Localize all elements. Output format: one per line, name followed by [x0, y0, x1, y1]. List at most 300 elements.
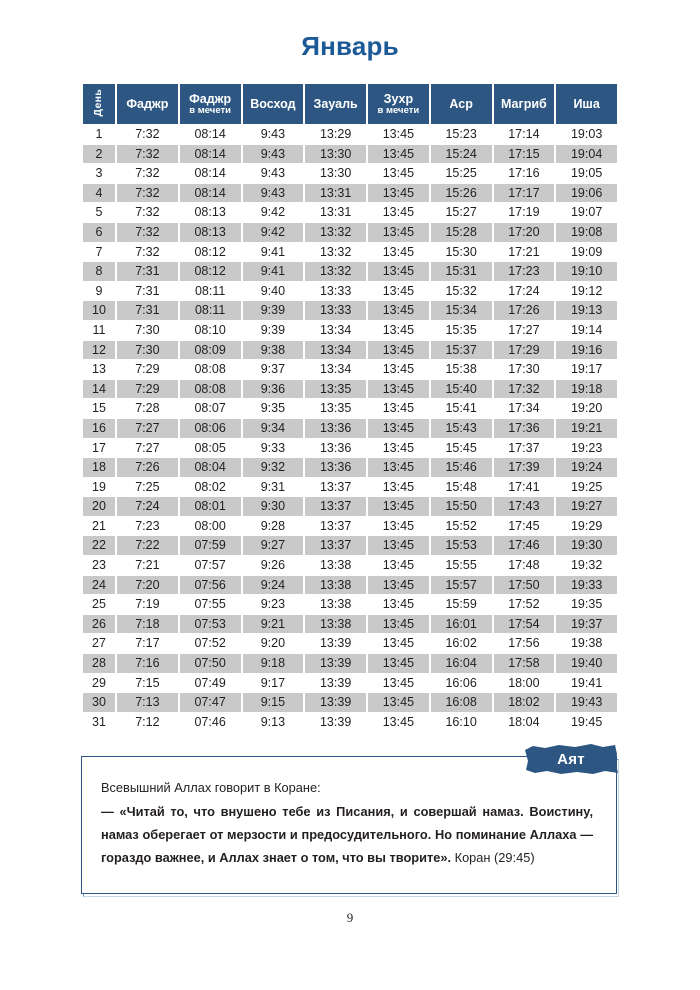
cell-day: 7	[83, 243, 115, 262]
cell-time: 08:01	[180, 497, 241, 516]
cell-day: 6	[83, 223, 115, 242]
cell-day: 16	[83, 419, 115, 438]
cell-day: 22	[83, 536, 115, 555]
cell-time: 9:30	[243, 497, 304, 516]
cell-time: 08:14	[180, 164, 241, 183]
cell-time: 19:12	[556, 282, 617, 301]
cell-day: 27	[83, 634, 115, 653]
cell-time: 17:52	[494, 595, 555, 614]
cell-time: 7:32	[117, 203, 178, 222]
table-row	[83, 145, 617, 164]
cell-time: 9:21	[243, 615, 304, 634]
cell-time: 13:34	[305, 360, 366, 379]
cell-time: 08:12	[180, 243, 241, 262]
cell-time: 19:37	[556, 615, 617, 634]
cell-time: 07:50	[180, 654, 241, 673]
cell-time: 17:27	[494, 321, 555, 340]
cell-time: 15:48	[431, 478, 492, 497]
cell-time: 9:43	[243, 125, 304, 144]
cell-time: 07:59	[180, 536, 241, 555]
cell-day: 31	[83, 713, 115, 732]
cell-time: 13:45	[368, 576, 429, 595]
cell-time: 15:25	[431, 164, 492, 183]
cell-time: 13:30	[305, 164, 366, 183]
column-header-fajr-mosque	[180, 84, 241, 124]
cell-time: 17:15	[494, 145, 555, 164]
cell-time: 7:19	[117, 595, 178, 614]
cell-time: 9:43	[243, 145, 304, 164]
cell-time: 08:05	[180, 439, 241, 458]
cell-time: 13:32	[305, 223, 366, 242]
cell-time: 15:24	[431, 145, 492, 164]
cell-time: 9:35	[243, 399, 304, 418]
cell-time: 19:33	[556, 576, 617, 595]
cell-time: 15:32	[431, 282, 492, 301]
table-row	[83, 634, 617, 653]
cell-time: 18:02	[494, 693, 555, 712]
ayat-citation: Коран (29:45)	[454, 850, 535, 865]
cell-time: 19:40	[556, 654, 617, 673]
cell-day: 28	[83, 654, 115, 673]
table-row	[83, 360, 617, 379]
cell-time: 19:30	[556, 536, 617, 555]
cell-time: 07:47	[180, 693, 241, 712]
cell-time: 19:45	[556, 713, 617, 732]
cell-time: 19:13	[556, 301, 617, 320]
cell-day: 13	[83, 360, 115, 379]
cell-time: 08:14	[180, 184, 241, 203]
column-header-dhuhr-mosque-sub: в мечети	[377, 104, 420, 116]
cell-time: 07:56	[180, 576, 241, 595]
cell-time: 9:41	[243, 262, 304, 281]
cell-time: 13:45	[368, 517, 429, 536]
cell-time: 9:17	[243, 674, 304, 693]
table-row	[83, 321, 617, 340]
table-row	[83, 713, 617, 732]
cell-time: 17:24	[494, 282, 555, 301]
cell-time: 19:29	[556, 517, 617, 536]
cell-time: 19:41	[556, 674, 617, 693]
cell-time: 13:45	[368, 654, 429, 673]
page-number: 9	[346, 910, 354, 925]
cell-time: 7:17	[117, 634, 178, 653]
cell-time: 15:38	[431, 360, 492, 379]
cell-day: 29	[83, 674, 115, 693]
cell-time: 08:04	[180, 458, 241, 477]
cell-time: 9:13	[243, 713, 304, 732]
cell-time: 13:45	[368, 674, 429, 693]
cell-time: 17:17	[494, 184, 555, 203]
cell-time: 9:24	[243, 576, 304, 595]
table-row	[83, 478, 617, 497]
table-row	[83, 223, 617, 242]
cell-time: 08:08	[180, 380, 241, 399]
ayat-badge	[523, 742, 619, 776]
cell-time: 9:38	[243, 341, 304, 360]
cell-time: 9:37	[243, 360, 304, 379]
cell-time: 15:52	[431, 517, 492, 536]
cell-time: 9:36	[243, 380, 304, 399]
cell-time: 07:55	[180, 595, 241, 614]
cell-time: 19:20	[556, 399, 617, 418]
table-row	[83, 262, 617, 281]
cell-time: 17:30	[494, 360, 555, 379]
cell-time: 15:27	[431, 203, 492, 222]
cell-time: 08:13	[180, 223, 241, 242]
cell-time: 16:04	[431, 654, 492, 673]
cell-time: 13:45	[368, 556, 429, 575]
cell-time: 7:32	[117, 184, 178, 203]
cell-time: 13:45	[368, 536, 429, 555]
cell-time: 7:32	[117, 243, 178, 262]
cell-time: 15:26	[431, 184, 492, 203]
column-header-dhuhr-mosque-label: Зухр	[383, 91, 414, 106]
cell-time: 15:30	[431, 243, 492, 262]
cell-time: 17:19	[494, 203, 555, 222]
cell-time: 13:36	[305, 439, 366, 458]
cell-time: 7:27	[117, 419, 178, 438]
table-row	[83, 301, 617, 320]
cell-time: 15:45	[431, 439, 492, 458]
cell-day: 5	[83, 203, 115, 222]
cell-time: 13:45	[368, 693, 429, 712]
cell-time: 13:38	[305, 576, 366, 595]
cell-time: 7:21	[117, 556, 178, 575]
column-header-fajr-label: Фаджр	[126, 97, 169, 111]
prayer-timetable	[81, 83, 619, 732]
cell-time: 13:37	[305, 536, 366, 555]
cell-time: 13:45	[368, 125, 429, 144]
cell-time: 13:37	[305, 517, 366, 536]
table-row	[83, 615, 617, 634]
cell-time: 08:13	[180, 203, 241, 222]
cell-time: 19:05	[556, 164, 617, 183]
cell-time: 13:45	[368, 458, 429, 477]
page-title: Январь	[301, 31, 399, 61]
table-row	[83, 536, 617, 555]
table-row	[83, 203, 617, 222]
table-row	[83, 595, 617, 614]
table-row	[83, 458, 617, 477]
cell-time: 13:39	[305, 634, 366, 653]
cell-time: 9:42	[243, 223, 304, 242]
cell-time: 15:46	[431, 458, 492, 477]
cell-time: 08:11	[180, 282, 241, 301]
cell-time: 9:42	[243, 203, 304, 222]
cell-time: 13:45	[368, 321, 429, 340]
cell-time: 7:31	[117, 301, 178, 320]
cell-time: 16:01	[431, 615, 492, 634]
cell-time: 9:15	[243, 693, 304, 712]
cell-time: 17:45	[494, 517, 555, 536]
cell-time: 7:32	[117, 223, 178, 242]
cell-time: 16:08	[431, 693, 492, 712]
cell-time: 17:36	[494, 419, 555, 438]
cell-time: 17:46	[494, 536, 555, 555]
cell-time: 19:25	[556, 478, 617, 497]
column-header-isha-label: Иша	[573, 97, 600, 111]
cell-time: 08:12	[180, 262, 241, 281]
cell-time: 13:45	[368, 262, 429, 281]
column-header-fajr-mosque-sub: в мечети	[189, 104, 231, 116]
cell-time: 13:45	[368, 243, 429, 262]
cell-time: 7:20	[117, 576, 178, 595]
cell-time: 13:39	[305, 713, 366, 732]
cell-time: 13:33	[305, 301, 366, 320]
cell-time: 7:15	[117, 674, 178, 693]
cell-time: 17:23	[494, 262, 555, 281]
cell-time: 13:45	[368, 478, 429, 497]
cell-time: 15:57	[431, 576, 492, 595]
cell-time: 13:45	[368, 282, 429, 301]
cell-time: 18:00	[494, 674, 555, 693]
cell-time: 7:32	[117, 164, 178, 183]
cell-day: 17	[83, 439, 115, 458]
cell-day: 8	[83, 262, 115, 281]
cell-time: 13:31	[305, 184, 366, 203]
cell-time: 17:21	[494, 243, 555, 262]
cell-day: 9	[83, 282, 115, 301]
table-row	[83, 399, 617, 418]
cell-time: 9:39	[243, 321, 304, 340]
cell-time: 15:28	[431, 223, 492, 242]
cell-time: 08:00	[180, 517, 241, 536]
cell-day: 2	[83, 145, 115, 164]
table-header	[83, 84, 617, 124]
cell-time: 7:29	[117, 380, 178, 399]
cell-time: 15:31	[431, 262, 492, 281]
cell-time: 7:26	[117, 458, 178, 477]
cell-time: 13:39	[305, 654, 366, 673]
cell-time: 08:02	[180, 478, 241, 497]
cell-time: 13:45	[368, 615, 429, 634]
cell-time: 19:08	[556, 223, 617, 242]
cell-time: 15:37	[431, 341, 492, 360]
column-header-zawal-label: Зауаль	[313, 97, 358, 111]
cell-time: 13:35	[305, 399, 366, 418]
cell-day: 19	[83, 478, 115, 497]
cell-time: 7:25	[117, 478, 178, 497]
cell-time: 13:35	[305, 380, 366, 399]
cell-day: 1	[83, 125, 115, 144]
cell-time: 17:56	[494, 634, 555, 653]
table-row	[83, 184, 617, 203]
cell-time: 13:45	[368, 341, 429, 360]
column-header-day	[83, 84, 115, 124]
cell-time: 9:28	[243, 517, 304, 536]
cell-time: 17:43	[494, 497, 555, 516]
cell-time: 13:32	[305, 262, 366, 281]
cell-time: 13:45	[368, 439, 429, 458]
cell-time: 9:43	[243, 184, 304, 203]
cell-time: 19:14	[556, 321, 617, 340]
cell-time: 19:43	[556, 693, 617, 712]
cell-time: 15:35	[431, 321, 492, 340]
table-row	[83, 439, 617, 458]
table-row	[83, 243, 617, 262]
table-row	[83, 576, 617, 595]
cell-time: 7:32	[117, 125, 178, 144]
cell-time: 19:24	[556, 458, 617, 477]
cell-time: 9:23	[243, 595, 304, 614]
cell-time: 7:29	[117, 360, 178, 379]
cell-time: 7:23	[117, 517, 178, 536]
cell-time: 08:06	[180, 419, 241, 438]
cell-time: 19:27	[556, 497, 617, 516]
cell-time: 15:59	[431, 595, 492, 614]
table-row	[83, 419, 617, 438]
table-row	[83, 654, 617, 673]
cell-time: 07:53	[180, 615, 241, 634]
cell-day: 24	[83, 576, 115, 595]
table-row	[83, 125, 617, 144]
cell-time: 17:32	[494, 380, 555, 399]
cell-time: 13:31	[305, 203, 366, 222]
cell-time: 13:36	[305, 419, 366, 438]
column-header-fajr-mosque-label: Фаджр	[189, 91, 232, 106]
cell-time: 13:45	[368, 713, 429, 732]
table-row	[83, 164, 617, 183]
cell-time: 08:09	[180, 341, 241, 360]
cell-time: 9:31	[243, 478, 304, 497]
cell-time: 17:58	[494, 654, 555, 673]
cell-time: 13:45	[368, 164, 429, 183]
cell-time: 13:29	[305, 125, 366, 144]
cell-day: 3	[83, 164, 115, 183]
column-header-isha	[556, 84, 617, 124]
cell-time: 15:40	[431, 380, 492, 399]
cell-day: 4	[83, 184, 115, 203]
cell-time: 9:20	[243, 634, 304, 653]
cell-time: 17:48	[494, 556, 555, 575]
column-header-dhuhr-mosque	[368, 84, 429, 124]
cell-time: 13:45	[368, 360, 429, 379]
column-header-maghrib	[494, 84, 555, 124]
cell-time: 7:22	[117, 536, 178, 555]
cell-time: 13:32	[305, 243, 366, 262]
cell-time: 9:18	[243, 654, 304, 673]
cell-time: 15:55	[431, 556, 492, 575]
cell-time: 13:45	[368, 145, 429, 164]
cell-time: 17:39	[494, 458, 555, 477]
cell-day: 10	[83, 301, 115, 320]
cell-time: 19:07	[556, 203, 617, 222]
cell-time: 9:32	[243, 458, 304, 477]
column-header-maghrib-label: Магриб	[500, 97, 547, 111]
cell-time: 13:45	[368, 203, 429, 222]
cell-time: 17:29	[494, 341, 555, 360]
cell-day: 11	[83, 321, 115, 340]
cell-day: 12	[83, 341, 115, 360]
cell-time: 18:04	[494, 713, 555, 732]
cell-time: 13:45	[368, 301, 429, 320]
column-header-asr-label: Аср	[449, 97, 473, 111]
cell-time: 08:08	[180, 360, 241, 379]
cell-time: 07:52	[180, 634, 241, 653]
cell-time: 15:50	[431, 497, 492, 516]
cell-time: 19:09	[556, 243, 617, 262]
table-row	[83, 497, 617, 516]
cell-time: 9:27	[243, 536, 304, 555]
table-row	[83, 341, 617, 360]
cell-time: 19:21	[556, 419, 617, 438]
cell-time: 13:45	[368, 497, 429, 516]
cell-day: 25	[83, 595, 115, 614]
column-header-sunrise-label: Восход	[250, 97, 296, 111]
cell-time: 7:16	[117, 654, 178, 673]
cell-day: 18	[83, 458, 115, 477]
cell-time: 19:10	[556, 262, 617, 281]
table-row	[83, 693, 617, 712]
cell-time: 7:30	[117, 321, 178, 340]
cell-time: 7:32	[117, 145, 178, 164]
cell-day: 15	[83, 399, 115, 418]
cell-time: 13:39	[305, 674, 366, 693]
cell-time: 13:38	[305, 556, 366, 575]
cell-time: 13:38	[305, 595, 366, 614]
cell-time: 13:45	[368, 184, 429, 203]
cell-time: 7:27	[117, 439, 178, 458]
cell-time: 13:37	[305, 497, 366, 516]
cell-time: 16:02	[431, 634, 492, 653]
cell-time: 13:37	[305, 478, 366, 497]
cell-time: 08:14	[180, 145, 241, 164]
cell-time: 17:37	[494, 439, 555, 458]
cell-time: 17:41	[494, 478, 555, 497]
cell-time: 13:39	[305, 693, 366, 712]
column-header-day-label: День	[92, 88, 105, 117]
cell-time: 9:41	[243, 243, 304, 262]
cell-time: 17:26	[494, 301, 555, 320]
ayat-quote-text: — «Читай то, что внушено тебе из Писания, и совершай намаз. Воистину, намаз оберегает от мерзости и предосудительного. Но поминание Аллаха — гораздо важнее, и Аллах знает о том, что вы творите».	[101, 804, 593, 865]
cell-time: 07:49	[180, 674, 241, 693]
cell-time: 13:33	[305, 282, 366, 301]
cell-time: 13:34	[305, 321, 366, 340]
column-header-zawal	[305, 84, 366, 124]
cell-time: 19:17	[556, 360, 617, 379]
cell-time: 17:14	[494, 125, 555, 144]
table-row	[83, 556, 617, 575]
cell-time: 19:35	[556, 595, 617, 614]
cell-time: 7:28	[117, 399, 178, 418]
cell-time: 17:34	[494, 399, 555, 418]
cell-time: 16:06	[431, 674, 492, 693]
table-row	[83, 380, 617, 399]
cell-time: 13:45	[368, 380, 429, 399]
cell-time: 17:20	[494, 223, 555, 242]
cell-time: 19:32	[556, 556, 617, 575]
column-header-sunrise	[243, 84, 304, 124]
ayat-text	[81, 756, 617, 894]
cell-time: 13:36	[305, 458, 366, 477]
cell-time: 9:34	[243, 419, 304, 438]
cell-time: 9:26	[243, 556, 304, 575]
cell-time: 7:12	[117, 713, 178, 732]
cell-time: 17:16	[494, 164, 555, 183]
cell-time: 13:45	[368, 595, 429, 614]
cell-time: 13:34	[305, 341, 366, 360]
cell-time: 7:31	[117, 282, 178, 301]
cell-time: 13:30	[305, 145, 366, 164]
table-body	[83, 125, 617, 731]
cell-time: 19:18	[556, 380, 617, 399]
cell-time: 08:14	[180, 125, 241, 144]
cell-day: 20	[83, 497, 115, 516]
cell-time: 19:23	[556, 439, 617, 458]
cell-time: 9:33	[243, 439, 304, 458]
cell-time: 7:24	[117, 497, 178, 516]
cell-time: 15:34	[431, 301, 492, 320]
